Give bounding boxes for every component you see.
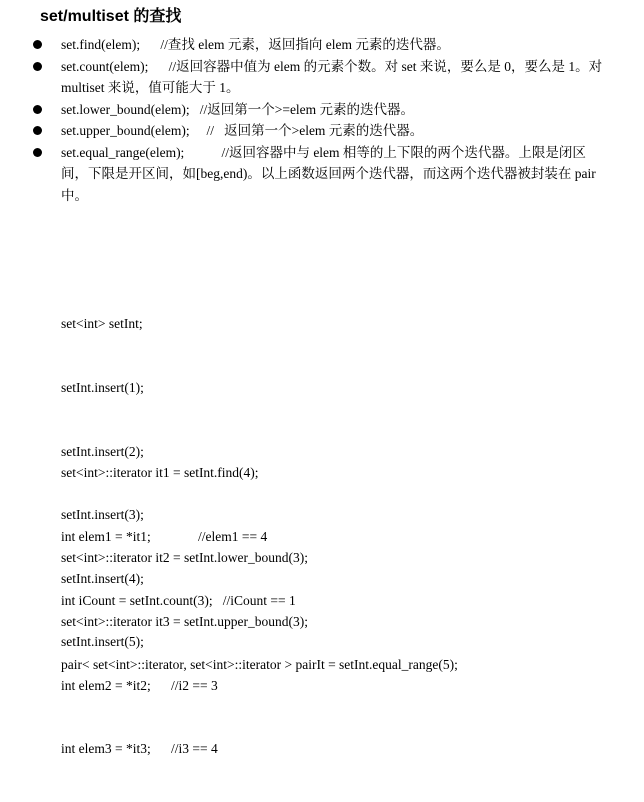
code-line: pair< set<int>::iterator, set<int>::iterator > pairIt = setInt.equal_range(5); [61,657,458,673]
bullet-text: set.count(elem); //返回容器中值为 elem 的元素个数。对 set 来说，要么是 0，要么是 1。对 multiset 来说，值可能大于 1。 [61,58,603,95]
code-line: int elem1 = *it1; //elem1 == 4 [61,529,268,544]
bullet-text: set.lower_bound(elem); //返回第一个>=elem 元素的迭代器。 [61,101,415,117]
bullet-lower-bound [30,99,610,121]
code-line: int iCount = setInt.count(3); //iCount == 1 [61,592,296,608]
code-line: setInt.insert(5); [61,634,144,650]
code-line: set<int>::iterator it3 = setInt.upper_bound(3); [61,614,309,629]
code-line: set<int>::iterator it1 = setInt.find(4); [61,465,259,481]
bullet-equal-range [30,142,610,207]
code-block-equal-range [61,612,458,718]
code-line: set<int>::iterator it2 = setInt.lower_bound(3); [61,550,309,566]
code-line: setInt.insert(2); [61,443,144,459]
bullet-dot-icon [33,62,42,71]
bullet-dot-icon [33,148,42,157]
code-line: setInt.insert(1); [61,380,144,395]
bullet-find [30,34,610,56]
bullet-upper-bound [30,120,610,142]
bullet-text: set.find(elem); //查找 elem 元素，返回指向 elem 元素的迭代器。 [61,37,450,52]
code-line: int elem2 = *it2; //i2 == 3 [61,677,218,693]
bullet-text: set.equal_range(elem); //返回容器中与 elem 相等的上下限的两个迭代器。上限是闭区间，下限是开区间，如[beg,end)。以上函数返回两个迭代器，而这两个迭代器被封装在 pair 中。 [61,144,596,203]
function-list [30,34,610,206]
section-heading: set/multiset 的查找 [40,8,182,25]
code-line: setInt.insert(4); [61,570,144,586]
bullet-dot-icon [33,126,42,135]
bullet-count [30,56,610,99]
bullet-text: set.upper_bound(elem); // 返回第一个>elem 元素的迭代器。 [61,123,424,138]
code-line: setInt.insert(3); [61,507,144,523]
bullet-dot-icon [33,105,42,114]
code-line: int elem3 = *it3; //i3 == 4 [61,741,218,757]
bullet-dot-icon [33,40,42,49]
code-line: set<int> setInt; [61,316,143,332]
